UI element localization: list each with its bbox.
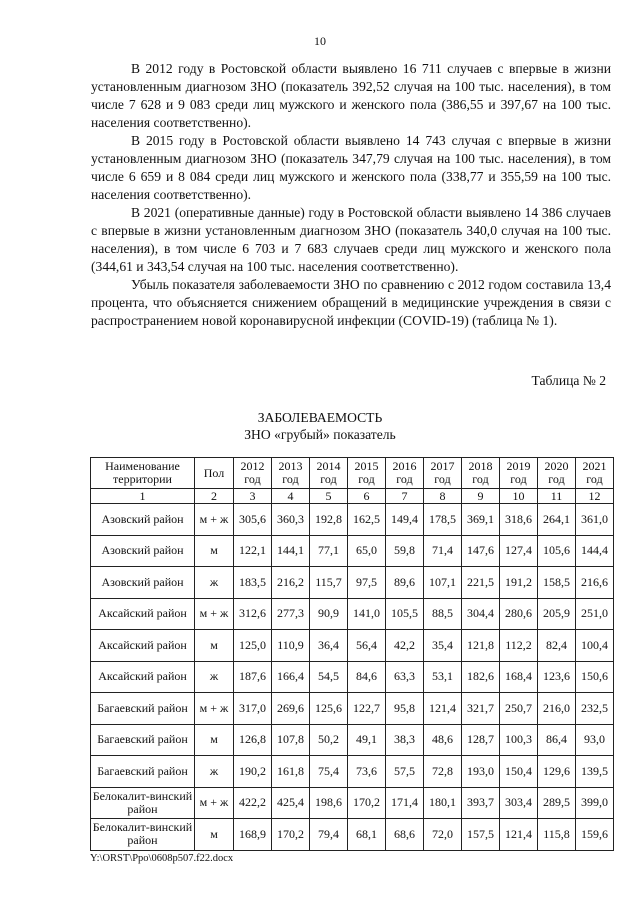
value-cell: 110,9 — [272, 630, 310, 662]
table-row — [91, 661, 614, 693]
column-header: 2017 год — [424, 458, 462, 489]
paragraph: В 2012 году в Ростовской области выявлено 16 711 случаев с впервые в жизни установленным диагнозом ЗНО (показатель 392,52 случая на 100 тыс. населения), в том числе 7 628 и 9 083 среди лиц мужского и женского пола (386,55 и 397,67 на 100 тыс. населения соответственно). — [91, 61, 611, 130]
value-cell: 107,8 — [272, 724, 310, 756]
value-cell: 54,5 — [310, 661, 348, 693]
value-cell: 125,6 — [310, 693, 348, 725]
value-cell: 89,6 — [386, 567, 424, 599]
paragraph: В 2021 (оперативные данные) году в Ростовской области выявлено 14 386 случаев с впервые в жизни установленным диагнозом ЗНО (показатель 340,0 случая на 100 тыс. населения), в том числе 6 703 и 7 683 случаев среди лиц мужского и женского пола (344,61 и 343,54 случая на 100 тыс. населения соответственно). — [91, 205, 611, 274]
value-cell: 100,3 — [500, 724, 538, 756]
column-number: 12 — [576, 489, 614, 504]
value-cell: 312,6 — [234, 598, 272, 630]
value-cell: 161,8 — [272, 756, 310, 788]
territory-cell: Багаевский район — [91, 693, 195, 725]
table-label: Таблица № 2 — [531, 373, 606, 388]
value-cell: 250,7 — [500, 693, 538, 725]
value-cell: 71,4 — [424, 535, 462, 567]
territory-cell: Азовский район — [91, 504, 195, 536]
column-number: 5 — [310, 489, 348, 504]
sex-cell: м — [195, 535, 234, 567]
sex-cell: м + ж — [195, 693, 234, 725]
column-number: 4 — [272, 489, 310, 504]
table-row — [91, 504, 614, 536]
table-row — [91, 598, 614, 630]
column-header: 2013 год — [272, 458, 310, 489]
value-cell: 369,1 — [462, 504, 500, 536]
value-cell: 171,4 — [386, 787, 424, 819]
value-cell: 129,6 — [538, 756, 576, 788]
column-header: 2012 год — [234, 458, 272, 489]
value-cell: 72,8 — [424, 756, 462, 788]
value-cell: 88,5 — [424, 598, 462, 630]
value-cell: 107,1 — [424, 567, 462, 599]
sex-cell: м + ж — [195, 598, 234, 630]
value-cell: 97,5 — [348, 567, 386, 599]
value-cell: 112,2 — [500, 630, 538, 662]
value-cell: 162,5 — [348, 504, 386, 536]
value-cell: 305,6 — [234, 504, 272, 536]
value-cell: 121,4 — [424, 693, 462, 725]
value-cell: 251,0 — [576, 598, 614, 630]
value-cell: 63,3 — [386, 661, 424, 693]
value-cell: 126,8 — [234, 724, 272, 756]
value-cell: 93,0 — [576, 724, 614, 756]
value-cell: 216,0 — [538, 693, 576, 725]
value-cell: 168,4 — [500, 661, 538, 693]
value-cell: 158,5 — [538, 567, 576, 599]
body-text — [91, 60, 611, 330]
value-cell: 178,5 — [424, 504, 462, 536]
table-row — [91, 567, 614, 599]
sex-cell: м — [195, 724, 234, 756]
value-cell: 150,4 — [500, 756, 538, 788]
value-cell: 125,0 — [234, 630, 272, 662]
value-cell: 422,2 — [234, 787, 272, 819]
value-cell: 79,4 — [310, 819, 348, 851]
value-cell: 149,4 — [386, 504, 424, 536]
value-cell: 147,6 — [462, 535, 500, 567]
table-title-block — [0, 409, 640, 443]
value-cell: 192,8 — [310, 504, 348, 536]
value-cell: 128,7 — [462, 724, 500, 756]
value-cell: 157,5 — [462, 819, 500, 851]
value-cell: 56,4 — [348, 630, 386, 662]
value-cell: 170,2 — [272, 819, 310, 851]
column-number: 7 — [386, 489, 424, 504]
sex-cell: м + ж — [195, 504, 234, 536]
sex-cell: ж — [195, 661, 234, 693]
value-cell: 123,6 — [538, 661, 576, 693]
sex-cell: м — [195, 819, 234, 851]
column-number: 10 — [500, 489, 538, 504]
table-row — [91, 693, 614, 725]
territory-cell: Азовский район — [91, 567, 195, 599]
value-cell: 264,1 — [538, 504, 576, 536]
territory-cell: Аксайский район — [91, 661, 195, 693]
value-cell: 105,5 — [386, 598, 424, 630]
value-cell: 127,4 — [500, 535, 538, 567]
value-cell: 216,6 — [576, 567, 614, 599]
column-number: 2 — [195, 489, 234, 504]
territory-cell: Аксайский район — [91, 598, 195, 630]
table-row — [91, 756, 614, 788]
value-cell: 59,8 — [386, 535, 424, 567]
value-cell: 38,3 — [386, 724, 424, 756]
value-cell: 105,6 — [538, 535, 576, 567]
value-cell: 53,1 — [424, 661, 462, 693]
page-number: 10 — [314, 34, 326, 48]
column-header: 2014 год — [310, 458, 348, 489]
column-header: Пол — [195, 458, 234, 489]
value-cell: 65,0 — [348, 535, 386, 567]
column-number: 9 — [462, 489, 500, 504]
value-cell: 84,6 — [348, 661, 386, 693]
value-cell: 289,5 — [538, 787, 576, 819]
value-cell: 95,8 — [386, 693, 424, 725]
column-header: 2019 год — [500, 458, 538, 489]
sex-cell: м — [195, 630, 234, 662]
value-cell: 191,2 — [500, 567, 538, 599]
sex-cell: ж — [195, 567, 234, 599]
value-cell: 393,7 — [462, 787, 500, 819]
value-cell: 115,7 — [310, 567, 348, 599]
value-cell: 50,2 — [310, 724, 348, 756]
value-cell: 144,4 — [576, 535, 614, 567]
value-cell: 68,6 — [386, 819, 424, 851]
value-cell: 166,4 — [272, 661, 310, 693]
value-cell: 122,1 — [234, 535, 272, 567]
territory-cell: Багаевский район — [91, 724, 195, 756]
value-cell: 82,4 — [538, 630, 576, 662]
table-row — [91, 630, 614, 662]
value-cell: 317,0 — [234, 693, 272, 725]
value-cell: 115,8 — [538, 819, 576, 851]
value-cell: 399,0 — [576, 787, 614, 819]
value-cell: 42,2 — [386, 630, 424, 662]
value-cell: 121,4 — [500, 819, 538, 851]
value-cell: 269,6 — [272, 693, 310, 725]
territory-cell: Белокалит-винский район — [91, 819, 195, 851]
territory-cell: Аксайский район — [91, 630, 195, 662]
territory-cell: Азовский район — [91, 535, 195, 567]
table-row — [91, 787, 614, 819]
table-row — [91, 535, 614, 567]
value-cell: 121,8 — [462, 630, 500, 662]
value-cell: 90,9 — [310, 598, 348, 630]
footer-file-path: Y:\ORST\Ppo\0608p507.f22.docx — [90, 853, 234, 864]
paragraph: В 2015 году в Ростовской области выявлено 14 743 случая с впервые в жизни установленным диагнозом ЗНО (показатель 347,79 случая на 100 тыс. населения), в том числе 6 659 и 8 084 среди лиц мужского и женского пола (338,77 и 355,59 на 100 тыс. населения соответственно). — [91, 133, 611, 202]
table-header-row — [91, 458, 614, 489]
value-cell: 141,0 — [348, 598, 386, 630]
value-cell: 180,1 — [424, 787, 462, 819]
value-cell: 35,4 — [424, 630, 462, 662]
value-cell: 68,1 — [348, 819, 386, 851]
value-cell: 49,1 — [348, 724, 386, 756]
column-number: 8 — [424, 489, 462, 504]
value-cell: 303,4 — [500, 787, 538, 819]
value-cell: 170,2 — [348, 787, 386, 819]
value-cell: 72,0 — [424, 819, 462, 851]
value-cell: 144,1 — [272, 535, 310, 567]
value-cell: 150,6 — [576, 661, 614, 693]
column-header: 2016 год — [386, 458, 424, 489]
table-title: ЗАБОЛЕВАЕМОСТЬ — [257, 410, 383, 425]
value-cell: 193,0 — [462, 756, 500, 788]
value-cell: 425,4 — [272, 787, 310, 819]
value-cell: 57,5 — [386, 756, 424, 788]
column-number: 6 — [348, 489, 386, 504]
value-cell: 100,4 — [576, 630, 614, 662]
value-cell: 183,5 — [234, 567, 272, 599]
table-column-numbers-row — [91, 489, 614, 504]
value-cell: 304,4 — [462, 598, 500, 630]
value-cell: 190,2 — [234, 756, 272, 788]
value-cell: 86,4 — [538, 724, 576, 756]
value-cell: 187,6 — [234, 661, 272, 693]
paragraph: Убыль показателя заболеваемости ЗНО по сравнению с 2012 годом составила 13,4 процента, что объясняется снижением обращений в медицинские учреждения в связи с распространением новой коронавирусной инфекции (COVID-19) (таблица № 1). — [91, 277, 611, 328]
value-cell: 168,9 — [234, 819, 272, 851]
sex-cell: ж — [195, 756, 234, 788]
value-cell: 221,5 — [462, 567, 500, 599]
value-cell: 139,5 — [576, 756, 614, 788]
sex-cell: м + ж — [195, 787, 234, 819]
column-number: 3 — [234, 489, 272, 504]
value-cell: 318,6 — [500, 504, 538, 536]
column-header: Наименование территории — [91, 458, 195, 489]
value-cell: 277,3 — [272, 598, 310, 630]
value-cell: 361,0 — [576, 504, 614, 536]
territory-cell: Багаевский район — [91, 756, 195, 788]
value-cell: 36,4 — [310, 630, 348, 662]
value-cell: 232,5 — [576, 693, 614, 725]
value-cell: 159,6 — [576, 819, 614, 851]
value-cell: 182,6 — [462, 661, 500, 693]
table-row — [91, 819, 614, 851]
incidence-table — [90, 457, 614, 851]
table-subtitle: ЗНО «грубый» показатель — [244, 427, 396, 442]
territory-cell: Белокалит-винский район — [91, 787, 195, 819]
column-number: 1 — [91, 489, 195, 504]
value-cell: 77,1 — [310, 535, 348, 567]
table-row — [91, 724, 614, 756]
value-cell: 280,6 — [500, 598, 538, 630]
value-cell: 360,3 — [272, 504, 310, 536]
value-cell: 122,7 — [348, 693, 386, 725]
value-cell: 216,2 — [272, 567, 310, 599]
value-cell: 73,6 — [348, 756, 386, 788]
column-header: 2021 год — [576, 458, 614, 489]
value-cell: 198,6 — [310, 787, 348, 819]
value-cell: 48,6 — [424, 724, 462, 756]
column-header: 2020 год — [538, 458, 576, 489]
value-cell: 75,4 — [310, 756, 348, 788]
value-cell: 321,7 — [462, 693, 500, 725]
column-header: 2015 год — [348, 458, 386, 489]
column-number: 11 — [538, 489, 576, 504]
value-cell: 205,9 — [538, 598, 576, 630]
column-header: 2018 год — [462, 458, 500, 489]
